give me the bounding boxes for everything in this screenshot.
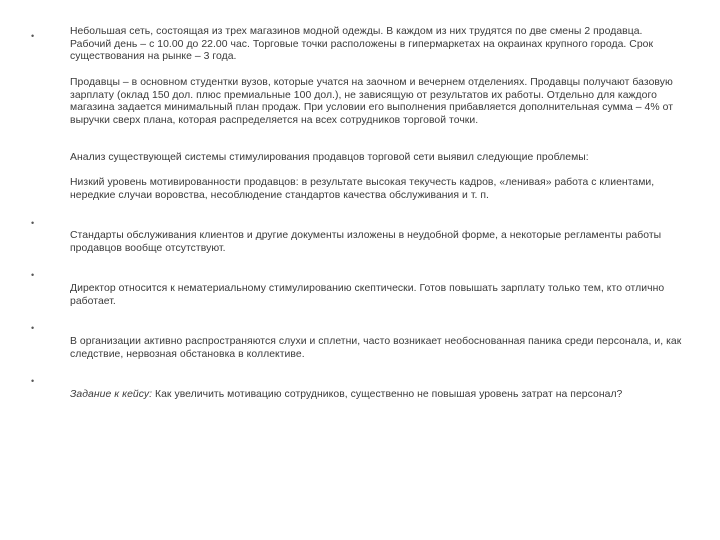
bullet-marker: • bbox=[31, 31, 35, 41]
case-task-text: Как увеличить мотивацию сотрудников, существенно не повышая уровень затрат на персонал? bbox=[152, 389, 623, 400]
paragraph-problem-rumors: В организации активно распространяются слухи и сплетни, часто возникает необоснованная паника среди персонала, и, как следствие, нервозная обстановка в коллективе. bbox=[70, 336, 682, 360]
paragraph-sellers: Продавцы – в основном студентки вузов, которые учатся на заочном и вечернем отделениях. Продавцы получают базовую зарплату (оклад 150 дол. плюс премиальные 100 дол.), не зависящую от результатов их работы. Отдельно для каждого магазина задается минимальный план продаж. При условии его выполнения прибавляется дополнительная сумма – 4% от выручки сверх плана, которая распределяется на всех сотрудников торговой точки. bbox=[70, 77, 673, 126]
bullet-marker: • bbox=[31, 376, 35, 386]
case-task bbox=[70, 389, 682, 402]
paragraph-problem-director: Директор относится к нематериальному стимулированию скептически. Готов повышать зарплату только тем, кто отлично работает. bbox=[70, 283, 665, 307]
case-task-label: Задание к кейсу: bbox=[70, 389, 153, 400]
paragraph-problem-standards: Стандарты обслуживания клиентов и другие документы изложены в неудобной форме, а некоторые регламенты работы продавцов вообще отсутствуют. bbox=[70, 230, 662, 254]
paragraph-analysis: Анализ существующей системы стимулирования продавцов торговой сети выявил следующие проблемы: bbox=[70, 152, 589, 163]
paragraph-problem-motivation: Низкий уровень мотивированности продавцов: в результате высокая текучесть кадров, «ленивая» работа с клиентами, нередкие случаи воровства, несоблюдение стандартов качества обслуживания и т. п. bbox=[70, 177, 655, 201]
bullet-marker: • bbox=[31, 218, 35, 228]
paragraph-network-description: Небольшая сеть, состоящая из трех магазинов модной одежды. В каждом из них трудятся по две смены 2 продавца. Рабочий день – с 10.00 до 22.00 час. Торговые точки расположены в гипермаркетах на окраинах крупного города. Срок существования на рынке – 3 года. bbox=[70, 26, 654, 63]
bullet-marker: • bbox=[31, 270, 35, 280]
bullet-marker: • bbox=[31, 323, 35, 333]
